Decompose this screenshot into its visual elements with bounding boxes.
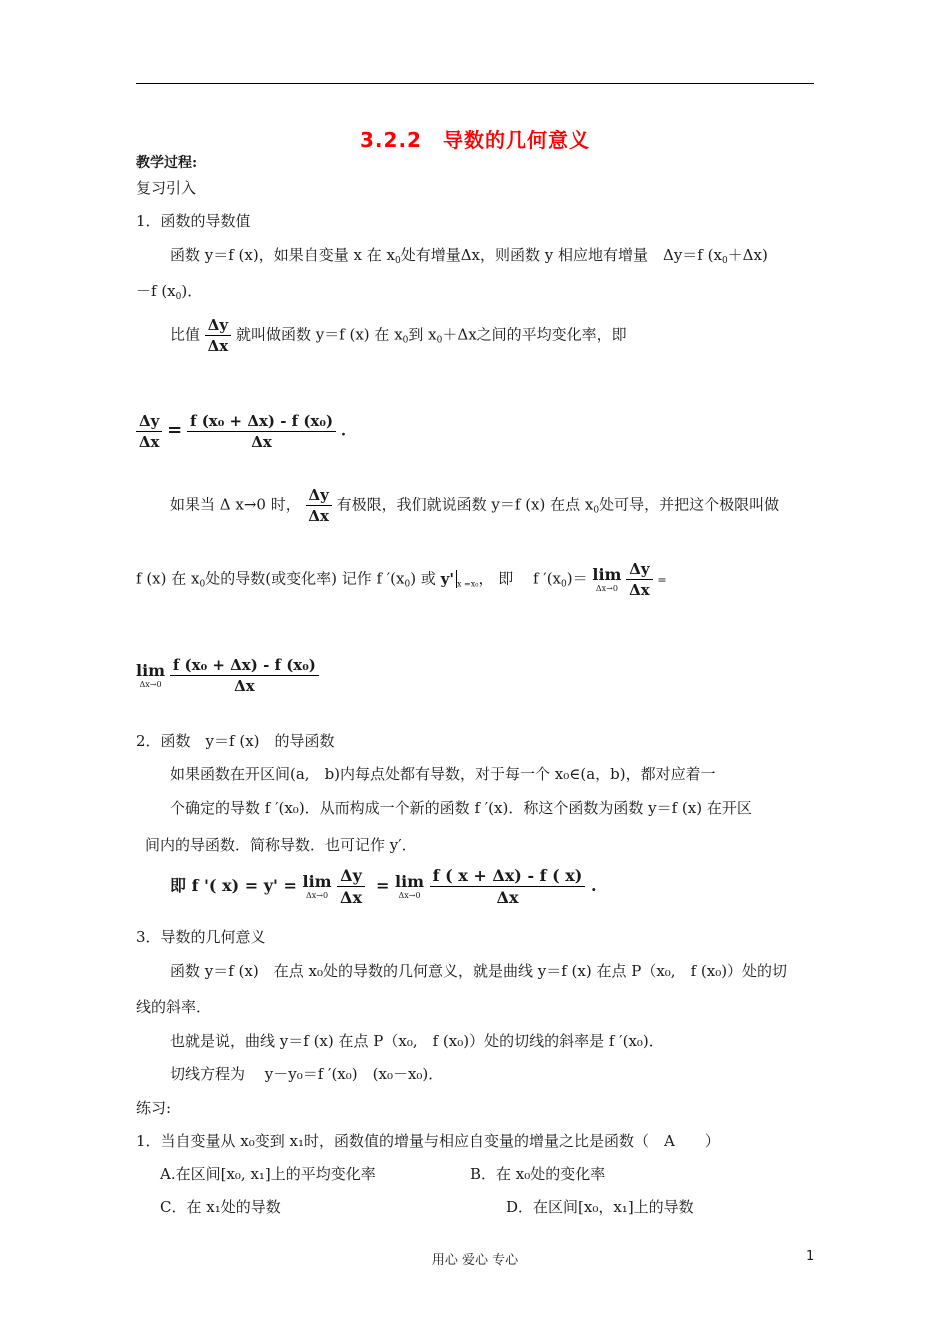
derivative-notation-line <box>136 560 667 599</box>
equals-sign: = <box>657 573 667 587</box>
limit-word: lim <box>395 872 425 891</box>
page-title: 3.2.2 导数的几何意义 <box>360 128 590 152</box>
page-number: 1 <box>806 1249 815 1264</box>
limit-condition: Δx→0 <box>595 584 618 593</box>
limit-operator <box>136 662 165 689</box>
section-2-paragraph-3: 间内的导函数．简称导数．也可记作 y′． <box>145 836 417 854</box>
difference-quotient-fraction <box>170 656 319 695</box>
limit-operator <box>395 873 424 900</box>
text-span: f (x) 在 x <box>136 569 200 588</box>
period: . <box>340 421 347 440</box>
text-span: ＋Δx之间的平均变化率，即 <box>442 325 627 344</box>
text-span: )． <box>181 282 203 300</box>
limit-operator <box>302 873 331 900</box>
text-span: 处的导数(或变化率) 记作 f ′(x <box>205 569 405 588</box>
fraction-numerator: Δy <box>136 412 162 432</box>
text-span: 比值 <box>170 325 201 344</box>
fraction-denominator: Δx <box>496 888 519 907</box>
option-a: A.在区间[x₀, x₁]上的平均变化率 <box>160 1165 376 1183</box>
section-3-title: 3．导数的几何意义 <box>136 928 266 946</box>
dy-dx-fraction <box>337 866 365 907</box>
equation-prefix: 即 f '( x) = y' = <box>170 876 297 895</box>
subscript: 0 <box>394 256 401 266</box>
equals-sign: = <box>376 876 390 895</box>
section-1-paragraph-1-cont <box>136 280 202 302</box>
fraction-numerator: Δy <box>205 316 231 336</box>
difference-quotient-fraction <box>430 866 586 907</box>
average-rate-equation <box>136 412 346 451</box>
limit-condition: Δx→0 <box>305 891 329 900</box>
period: . <box>590 876 597 895</box>
limit-definition-line <box>170 486 779 525</box>
fraction-numerator: Δy <box>337 866 365 887</box>
teaching-process-heading: 教学过程: <box>136 155 198 171</box>
fraction-numerator: Δy <box>626 560 652 580</box>
limit-condition: Δx→0 <box>398 891 421 900</box>
y-prime: y' <box>441 570 457 588</box>
section-3-paragraph-1: 函数 y＝f (x) 在点 x₀处的导数的几何意义，就是曲线 y＝f (x) 在点 P（x₀, f (x₀)）处的切 <box>170 962 788 980</box>
derivative-function-equation <box>170 866 597 907</box>
tangent-equation-line: 切线方程为 y－y₀＝f ′(x₀) (x₀－x₀)． <box>170 1065 444 1083</box>
page-footer: 用心 爱心 专心 <box>431 1253 519 1268</box>
text-span: ＋Δx) <box>727 246 768 264</box>
fraction-denominator: Δx <box>234 677 255 695</box>
dy-dx-fraction <box>136 412 162 451</box>
section-3-paragraph-2: 也就是说，曲线 y＝f (x) 在点 P（x₀, f (x₀)）处的切线的斜率是 f ′(x₀)． <box>170 1032 664 1050</box>
dy-dx-fraction <box>626 560 652 599</box>
text-span: 如果当 Δ x→0 时， <box>170 495 301 514</box>
fraction-numerator: f (x₀ + Δx) - f (x₀) <box>187 412 336 432</box>
text-span: 有极限，我们就说函数 y＝f (x) 在点 x <box>336 495 594 514</box>
subscript: 0 <box>402 335 409 346</box>
text-span: －f (x <box>136 282 176 300</box>
option-b: B．在 x₀处的变化率 <box>470 1165 606 1183</box>
fraction-numerator: f ( x + Δx) - f ( x) <box>430 866 586 887</box>
fraction-denominator: Δx <box>340 888 362 907</box>
question-1: 1．当自变量从 x₀变到 x₁时，函数值的增量与相应自变量的增量之比是函数（ A ） <box>136 1132 720 1150</box>
text-span: 函数 y＝f (x)，如果自变量 x 在 x <box>170 246 395 264</box>
section-3-paragraph-1-cont: 线的斜率． <box>136 998 212 1016</box>
option-d: D．在区间[x₀，x₁]上的导数 <box>506 1198 694 1216</box>
subscript: 0 <box>593 505 600 516</box>
fraction-denominator: Δx <box>308 507 329 525</box>
fraction-denominator: Δx <box>629 581 650 599</box>
text-span: 到 x <box>408 325 437 344</box>
limit-word: lim <box>136 661 166 680</box>
dy-dx-fraction <box>306 486 332 525</box>
subscript: 0 <box>199 579 206 590</box>
practice-heading: 练习: <box>136 1099 172 1117</box>
limit-operator <box>592 566 621 593</box>
fraction-numerator: f (x₀ + Δx) - f (x₀) <box>170 656 319 676</box>
limit-word: lim <box>592 565 622 584</box>
limit-difference-quotient <box>136 656 319 695</box>
section-1-title: 1．函数的导数值 <box>136 212 251 230</box>
fraction-denominator: Δx <box>138 433 160 451</box>
text-span: )＝ <box>566 569 588 588</box>
text-span: ) 或 <box>410 569 436 588</box>
subscript: 0 <box>561 579 567 590</box>
limit-condition: Δx→0 <box>139 680 162 689</box>
review-heading: 复习引入 <box>136 179 197 197</box>
equals-sign: = <box>167 419 183 441</box>
section-1-paragraph-1 <box>170 244 768 266</box>
ratio-line <box>170 316 627 355</box>
option-c: C．在 x₁处的导数 <box>160 1198 281 1216</box>
text-span: 处可导，并把这个极限叫做 <box>599 495 780 514</box>
subscript: 0 <box>436 335 443 346</box>
subscript: 0 <box>721 256 728 266</box>
text-span: ， 即 f ′(x <box>478 569 562 588</box>
evaluation-subscript: x =x₀ <box>456 579 479 589</box>
subscript: 0 <box>175 292 182 302</box>
subscript: 0 <box>404 579 411 590</box>
difference-quotient-fraction <box>187 412 336 451</box>
text-span: 处有增量Δx，则函数 y 相应地有增量 Δy＝f (x <box>400 246 722 264</box>
section-2-title: 2．函数 y＝f (x) 的导函数 <box>136 732 335 750</box>
section-2-paragraph-2: 个确定的导数 f ′(x₀)．从而构成一个新的函数 f ′(x)．称这个函数为函数 y＝f (x) 在开区 <box>170 799 752 817</box>
section-2-paragraph-1: 如果函数在开区间(a, b)内每点处都有导数，对于每一个 x₀∈(a，b)，都对应着一 <box>170 765 716 783</box>
fraction-denominator: Δx <box>251 433 272 451</box>
text-span: 就叫做函数 y＝f (x) 在 x <box>235 325 403 344</box>
limit-word: lim <box>302 872 332 891</box>
fraction-denominator: Δx <box>207 337 229 355</box>
dy-dx-fraction <box>205 316 231 355</box>
header-rule <box>136 83 814 84</box>
fraction-numerator: Δy <box>306 486 332 506</box>
